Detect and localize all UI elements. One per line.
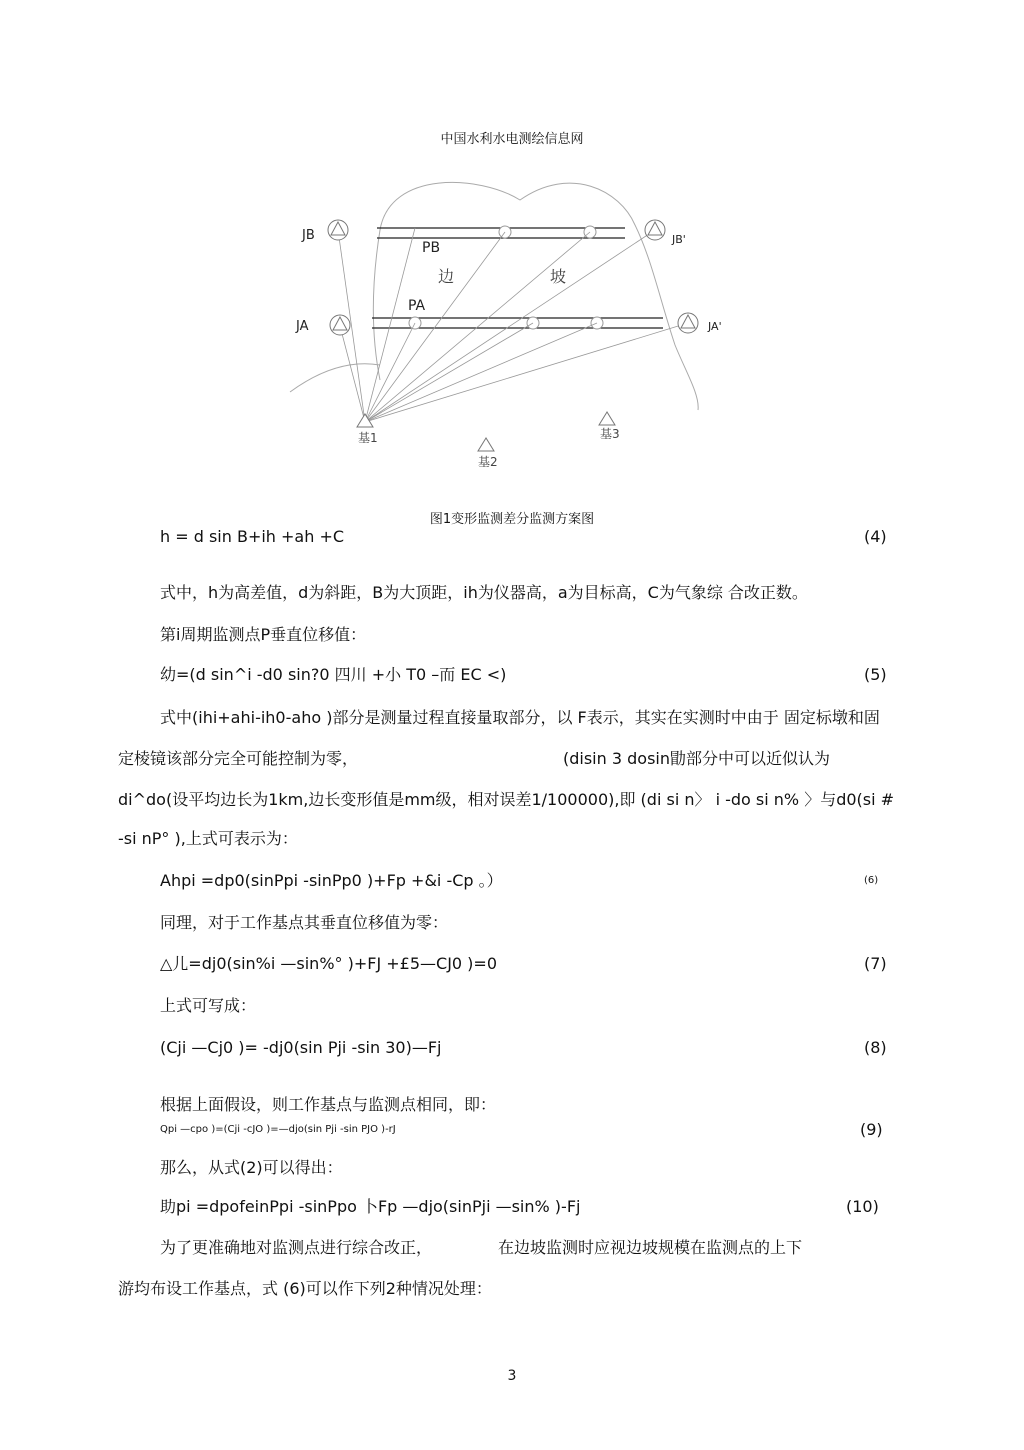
base-point-ja-icon — [330, 315, 350, 335]
equation-10-number: (10) — [846, 1197, 879, 1216]
label-base-2: 基2 — [478, 455, 498, 469]
page-number: 3 — [507, 1368, 517, 1384]
equation-6-number: (6) — [864, 875, 879, 886]
equation-8-number: (8) — [864, 1038, 887, 1057]
label-base-1: 基1 — [358, 431, 378, 445]
lower-ground-curve — [290, 364, 380, 392]
equation-9-number: (9) — [860, 1120, 883, 1139]
label-ja-prime: JA' — [708, 320, 722, 333]
base-point-ja-prime-icon — [678, 313, 698, 333]
paragraph-11b: 在边坡监测时应视边坡规模在监测点的上下 — [498, 1238, 803, 1257]
equation-7: △儿=dj0(sin%i —sin%° )+FJ +£5—CJ0 )=0 — [160, 954, 498, 973]
label-base-3: 基3 — [600, 427, 620, 441]
equation-4: h = d sin B+ih +ah +C — [160, 527, 345, 546]
paragraph-9: 根据上面假设，则工作基点与监测点相同，即： — [160, 1095, 497, 1114]
label-jb-prime: JB' — [672, 233, 686, 246]
paragraph-12: 游均布设工作基点，式 (6)可以作下列2种情况处理： — [118, 1279, 492, 1298]
base-point-jb-icon — [328, 220, 348, 240]
equation-5: 幼=(d sin^i -d0 sin?0 四川 +小 T0 –而 EC <) — [160, 665, 507, 684]
paragraph-7: 同理，对于工作基点其垂直位移值为零： — [160, 913, 449, 932]
equation-5-number: (5) — [864, 665, 887, 684]
equation-4-number: (4) — [864, 527, 887, 546]
equation-6: Ahpi =dp0(sinPpi -sinPp0 )+Fp +&i -Cp 。） — [160, 871, 503, 890]
paragraph-4a: 定棱镜该部分完全可能控制为零， — [118, 749, 359, 768]
paragraph-3: 式中(ihi+ahi-ih0-aho )部分是测量过程直接量取部分，以 F表示，其实在实测时中由于 固定标墩和固 — [160, 708, 880, 727]
label-jb: JB — [302, 228, 315, 243]
sight-lines — [338, 228, 688, 422]
label-slope-2: 坡 — [550, 267, 567, 286]
slope-boundary-curve — [373, 182, 698, 410]
figure-caption: 图1变形监测差分监测方案图 — [429, 512, 595, 527]
paragraph-4b: (disin 3 dosin勖部分中可以近似认为 — [563, 749, 830, 768]
site-header: 中国水利水电测绘信息网 — [440, 132, 584, 147]
equation-8: (Cji —Cj0 )= -dj0(sin Pji -sin 30)—Fj — [160, 1038, 442, 1057]
label-pa: PA — [408, 298, 426, 314]
paragraph-5: di^do(设平均边长为1km,边长变形值是mm级，相对误差1/100000),即 (di si n〉 i -do si n% 〉与d0(si # — [118, 790, 895, 809]
deformation-monitoring-figure — [280, 170, 740, 480]
equation-10: 助pi =dpofeinPpi -sinPpo 卜Fp —djo(sinPji —sin% )-Fj — [160, 1197, 581, 1216]
label-ja: JA — [296, 319, 309, 334]
paragraph-6: -si nP° ),上式可表示为： — [118, 829, 298, 848]
control-point-2-icon — [478, 438, 494, 451]
label-pb: PB — [422, 240, 441, 256]
paragraph-11a: 为了更准确地对监测点进行综合改正， — [160, 1238, 433, 1257]
paragraph-2: 第i周期监测点P垂直位移值： — [160, 625, 367, 644]
paragraph-10: 那么，从式(2)可以得出： — [160, 1158, 343, 1177]
equation-7-number: (7) — [864, 954, 887, 973]
paragraph-1: 式中，h为高差值，d为斜距，B为大顶距，ih为仪器高，a为目标高，C为气象综 合改正数。 — [160, 583, 808, 602]
label-slope-1: 边 — [438, 267, 455, 286]
control-point-3-icon — [599, 412, 615, 425]
paragraph-8: 上式可写成： — [160, 996, 257, 1015]
equation-9: Qpi —cpo )=(Cji -cJO )=—djo(sin Pji -sin PJO )-rJ — [160, 1124, 396, 1135]
base-point-jb-prime-icon — [645, 220, 665, 240]
